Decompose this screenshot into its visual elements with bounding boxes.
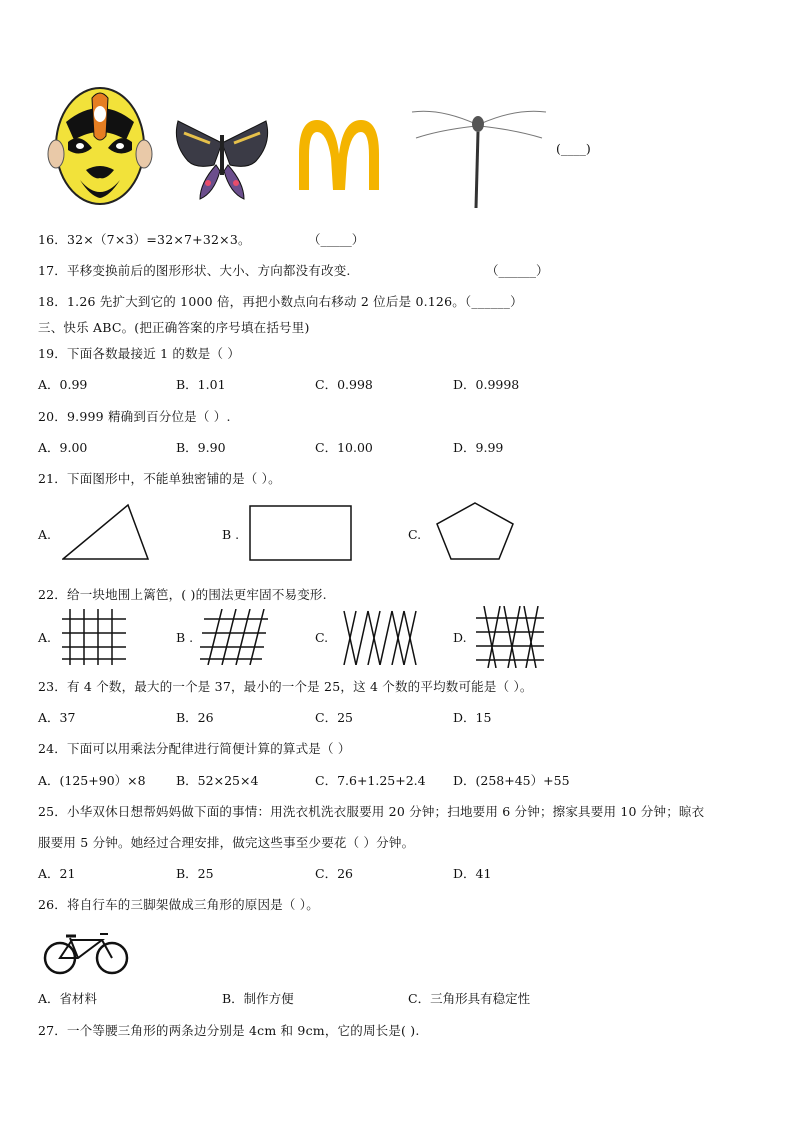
question-26-stem: 26．将自行车的三脚架做成三角形的原因是（ ）。: [38, 897, 319, 912]
section-3-heading: 三、快乐 ABC。(把正确答案的序号填在括号里): [38, 320, 310, 335]
question-19-option-a[interactable]: A．0.99: [38, 377, 88, 392]
question-24-option-b[interactable]: B．52×25×4: [176, 773, 259, 788]
question-25-stem-line-2: 服要用 5 分钟。她经过合理安排，做完这些事至少要花（ ）分钟。: [38, 835, 415, 850]
question-20-option-b[interactable]: B．9.90: [176, 440, 226, 455]
question-23-option-d[interactable]: D．15: [453, 710, 492, 725]
question-25-option-a[interactable]: A．21: [38, 866, 76, 881]
images-answer-blank[interactable]: (____): [556, 141, 591, 156]
question-24-option-c[interactable]: C．7.6+1.25+2.4: [315, 773, 426, 788]
question-21-stem: 21．下面图形中，不能单独密铺的是（ ）。: [38, 471, 281, 486]
question-19-option-d[interactable]: D．0.9998: [453, 377, 520, 392]
opera-mask-image: [46, 84, 154, 209]
question-22-option-d[interactable]: D.: [453, 630, 467, 645]
question-18: 18．1.26 先扩大到它的 1000 倍，再把小数点向右移动 2 位后是 0.126。（______）: [38, 294, 523, 309]
question-19-stem: 19．下面各数最接近 1 的数是（ ）: [38, 346, 241, 361]
question-24-option-d[interactable]: D．(258+45）+55: [453, 773, 570, 788]
question-26-option-b[interactable]: B．制作方便: [222, 991, 294, 1006]
question-20-option-c[interactable]: C．10.00: [315, 440, 373, 455]
question-23-option-b[interactable]: B．26: [176, 710, 214, 725]
question-16: 16．32×（7×3）=32×7+32×3。: [38, 232, 251, 247]
question-20-option-a[interactable]: A．9.00: [38, 440, 88, 455]
question-24-stem: 24．下面可以用乘法分配律进行简便计算的算式是（ ）: [38, 741, 351, 756]
fence-cross-pattern: [342, 609, 420, 665]
question-22-option-a[interactable]: A.: [38, 630, 52, 645]
question-21-option-b[interactable]: B .: [222, 527, 240, 542]
triangle-shape: [62, 503, 150, 561]
question-19-option-c[interactable]: C．0.998: [315, 377, 373, 392]
question-22-option-c[interactable]: C.: [315, 630, 329, 645]
question-25-stem-line-1: 25．小华双休日想帮妈妈做下面的事情：用洗衣机洗衣服要用 20 分钟；扫地要用 6 分钟；擦家具要用 10 分钟；晾衣: [38, 804, 705, 819]
fence-triangle-grid: [476, 606, 544, 668]
question-20-option-d[interactable]: D．9.99: [453, 440, 504, 455]
question-19-option-b[interactable]: B．1.01: [176, 377, 226, 392]
fence-square-grid: [62, 609, 126, 665]
question-17: 17．平移变换前后的图形形状、大小、方向都没有改变.: [38, 263, 351, 278]
question-23-option-c[interactable]: C．25: [315, 710, 353, 725]
question-25-option-c[interactable]: C．26: [315, 866, 353, 881]
fence-parallelogram-grid: [200, 609, 268, 665]
question-20-stem: 20．9.999 精确到百分位是（ ）.: [38, 409, 231, 424]
mcdonalds-logo-image: [297, 118, 381, 192]
question-22-option-b[interactable]: B .: [176, 630, 194, 645]
question-27-stem: 27．一个等腰三角形的两条边分别是 4cm 和 9cm，它的周长是( ).: [38, 1023, 420, 1038]
question-23-option-a[interactable]: A．37: [38, 710, 76, 725]
question-25-option-b[interactable]: B．25: [176, 866, 214, 881]
question-26-option-a[interactable]: A．省材料: [38, 991, 98, 1006]
pentagon-shape: [436, 502, 514, 560]
rectangle-shape: [249, 505, 352, 561]
question-17-blank[interactable]: （______）: [486, 263, 549, 278]
dragonfly-image: [410, 98, 548, 210]
question-26-option-c[interactable]: C．三角形具有稳定性: [408, 991, 531, 1006]
question-24-option-a[interactable]: A．(125+90）×8: [38, 773, 146, 788]
question-16-blank[interactable]: （_____）: [308, 232, 365, 247]
question-22-stem: 22．给一块地围上篱笆，( )的围法更牢固不易变形.: [38, 587, 327, 602]
question-21-option-a[interactable]: A.: [38, 527, 52, 542]
question-21-option-c[interactable]: C.: [408, 527, 422, 542]
butterfly-image: [170, 113, 274, 201]
question-25-option-d[interactable]: D．41: [453, 866, 492, 881]
question-23-stem: 23．有 4 个数，最大的一个是 37，最小的一个是 25，这 4 个数的平均数可能是（ ）。: [38, 679, 533, 694]
bicycle-image: [42, 930, 130, 976]
